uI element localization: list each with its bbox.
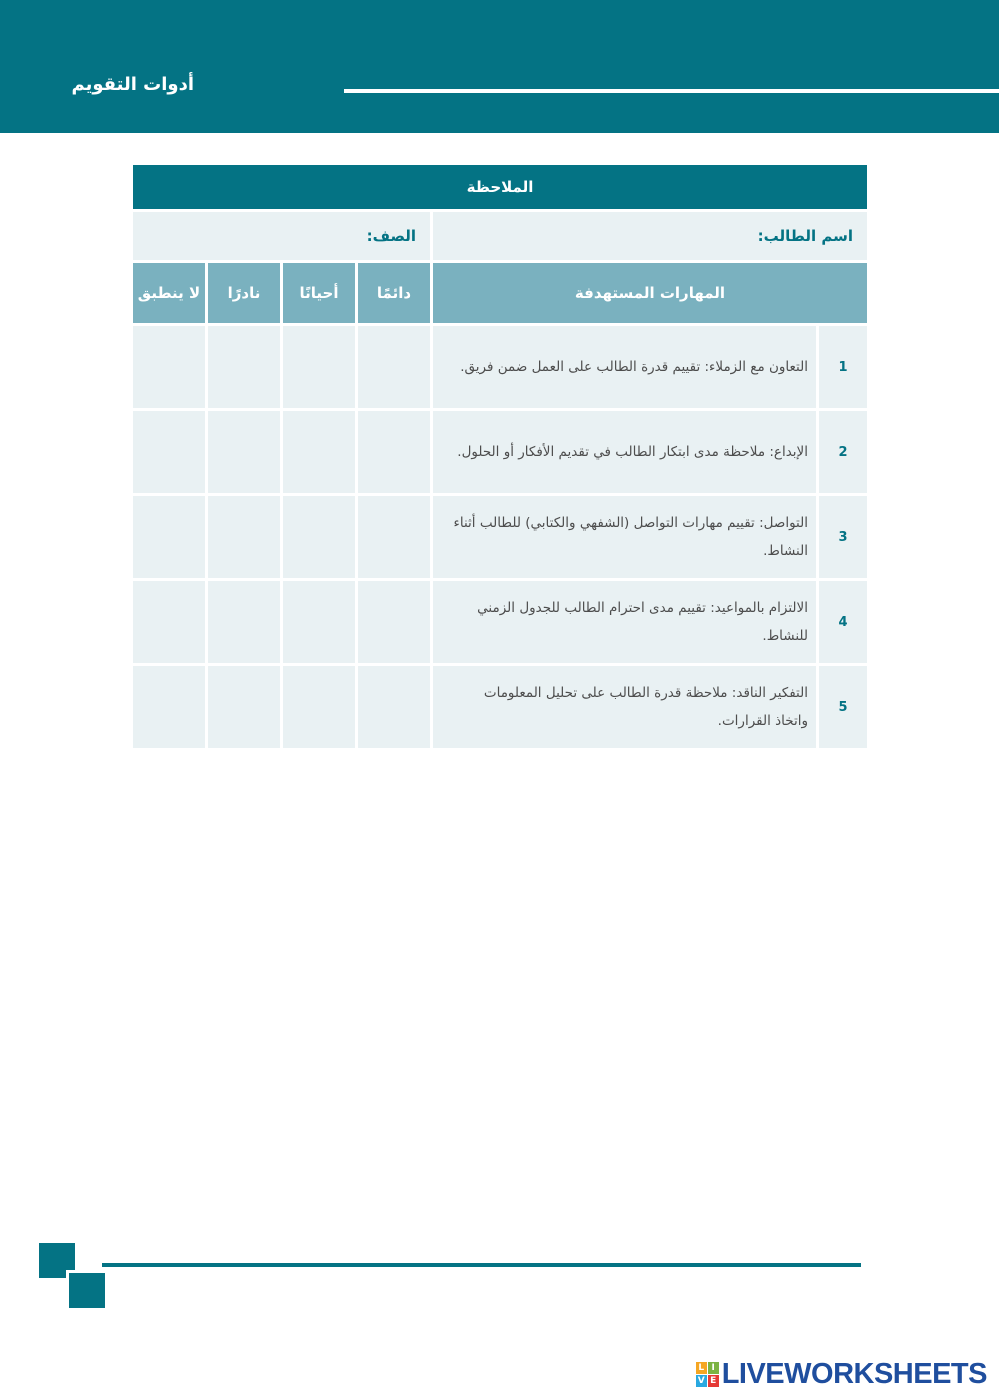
footer-divider <box>102 1263 861 1267</box>
rating-cell-rarely[interactable] <box>208 496 280 578</box>
rating-cell-rarely[interactable] <box>208 581 280 663</box>
table-row <box>133 581 867 663</box>
liveworksheets-logo-icon <box>696 1362 719 1387</box>
footer-square-decoration <box>66 1270 105 1308</box>
logo-letter: V <box>696 1375 707 1387</box>
rating-cell-not-applicable[interactable] <box>133 411 205 493</box>
rating-cell-rarely[interactable] <box>208 411 280 493</box>
liveworksheets-brand[interactable] <box>696 1358 987 1391</box>
rating-cell-rarely[interactable] <box>208 326 280 408</box>
logo-letter: L <box>696 1362 707 1374</box>
student-name-label: اسم الطالب: <box>757 227 853 245</box>
table-row <box>133 666 867 748</box>
skill-description: الإبداع: ملاحظة مدى ابتكار الطالب في تقديم الأفكار أو الحلول. <box>433 411 816 493</box>
class-label: الصف: <box>366 227 416 245</box>
logo-letter: I <box>708 1362 719 1374</box>
table-row <box>133 326 867 408</box>
rating-cell-sometimes[interactable] <box>283 666 355 748</box>
rating-cell-always[interactable] <box>358 411 430 493</box>
rating-cell-always[interactable] <box>358 581 430 663</box>
rating-cell-always[interactable] <box>358 326 430 408</box>
rating-cell-sometimes[interactable] <box>283 326 355 408</box>
header-divider <box>344 89 999 93</box>
column-header-not-applicable: لا ينطبق <box>133 263 205 323</box>
rating-cell-not-applicable[interactable] <box>133 496 205 578</box>
table-row <box>133 411 867 493</box>
student-name-field[interactable] <box>433 212 867 260</box>
row-number: 1 <box>819 326 867 408</box>
class-field[interactable] <box>133 212 430 260</box>
table-title: الملاحظة <box>133 165 867 209</box>
column-header-skills: المهارات المستهدفة <box>433 263 867 323</box>
row-number: 2 <box>819 411 867 493</box>
skill-description: التعاون مع الزملاء: تقييم قدرة الطالب على العمل ضمن فريق. <box>433 326 816 408</box>
rating-cell-sometimes[interactable] <box>283 496 355 578</box>
row-number: 4 <box>819 581 867 663</box>
rating-cell-always[interactable] <box>358 496 430 578</box>
column-header-always: دائمًا <box>358 263 430 323</box>
logo-letter: E <box>708 1375 719 1387</box>
page-header <box>0 0 999 133</box>
rating-cell-not-applicable[interactable] <box>133 581 205 663</box>
row-number: 3 <box>819 496 867 578</box>
skill-description: الالتزام بالمواعيد: تقييم مدى احترام الطالب للجدول الزمني للنشاط. <box>433 581 816 663</box>
header-title: أدوات التقويم <box>71 74 194 95</box>
rating-cell-rarely[interactable] <box>208 666 280 748</box>
rating-cell-always[interactable] <box>358 666 430 748</box>
rating-cell-not-applicable[interactable] <box>133 326 205 408</box>
rating-cell-sometimes[interactable] <box>283 581 355 663</box>
rating-cell-sometimes[interactable] <box>283 411 355 493</box>
brand-name: LIVEWORKSHEETS <box>721 1358 987 1390</box>
row-number: 5 <box>819 666 867 748</box>
column-header-sometimes: أحيانًا <box>283 263 355 323</box>
column-header-rarely: نادرًا <box>208 263 280 323</box>
skill-description: التواصل: تقييم مهارات التواصل (الشفهي والكتابي) للطالب أثناء النشاط. <box>433 496 816 578</box>
rating-cell-not-applicable[interactable] <box>133 666 205 748</box>
table-row <box>133 496 867 578</box>
skill-description: التفكير الناقد: ملاحظة قدرة الطالب على تحليل المعلومات واتخاذ القرارات. <box>433 666 816 748</box>
observation-table <box>130 162 870 751</box>
